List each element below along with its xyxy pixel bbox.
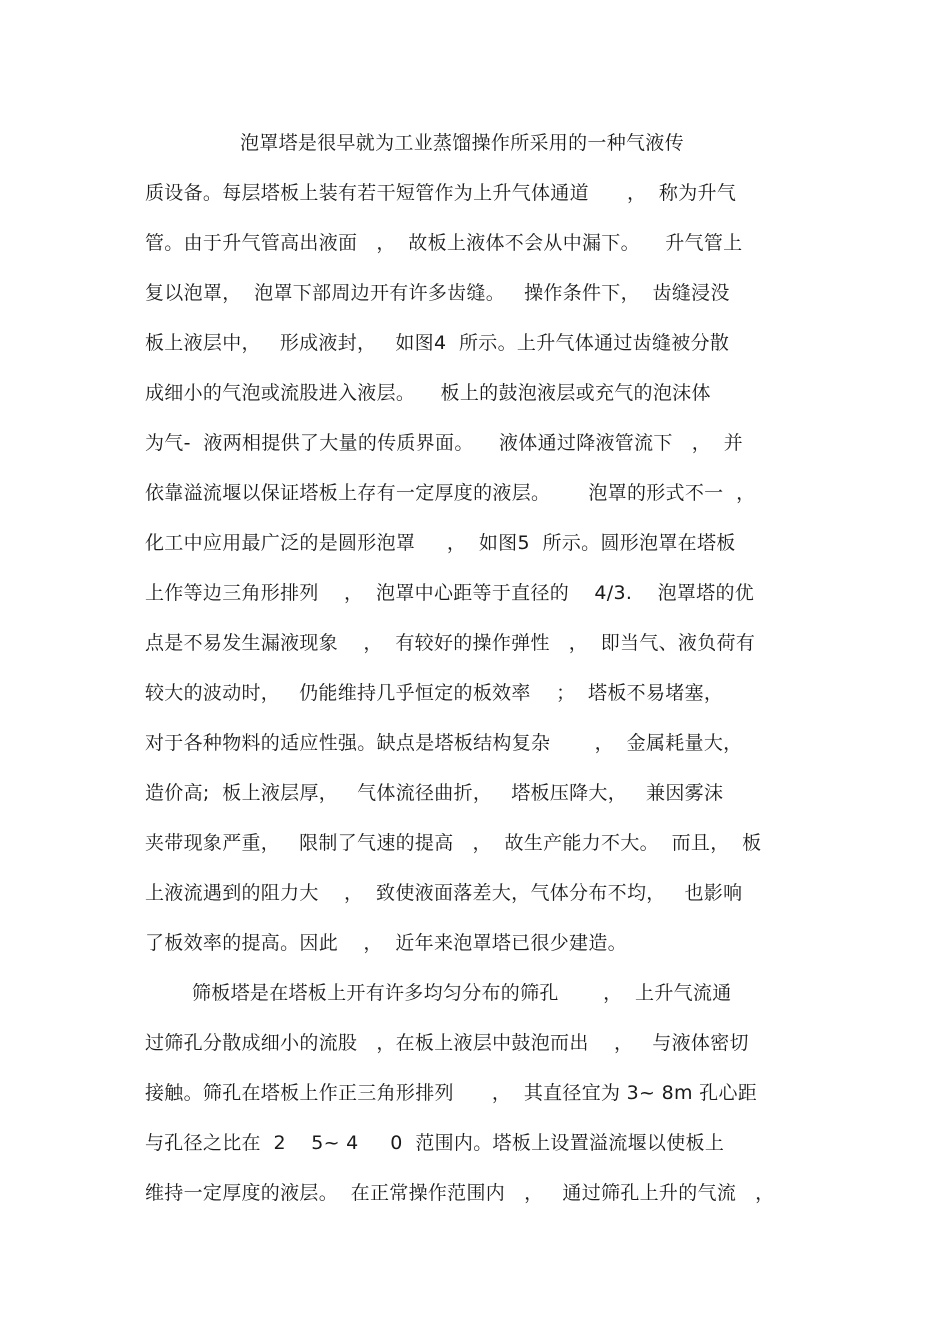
paragraph-1-line-9: 化工中应用最广泛的是圆形泡罩 ， 如图5 所示。圆形泡罩在塔板 (145, 532, 736, 554)
paragraph-1-line-15: 夹带现象严重， 限制了气速的提高 ， 故生产能力不大。 而且， 板 (145, 832, 762, 854)
paragraph-1-line-3: 管。由于升气管高出液面 ， 故板上液体不会从中漏下。 升气管上 (145, 232, 743, 254)
paragraph-2-line-5: 维持一定厚度的液层。 在正常操作范围内 ， 通过筛孔上升的气流 ， (145, 1182, 775, 1204)
paragraph-2-line-2: 过筛孔分散成细小的流股 ，在板上液层中鼓泡而出 ， 与液体密切 (145, 1032, 749, 1054)
paragraph-1-line-11: 点是不易发生漏液现象 ， 有较好的操作弹性 ， 即当气、液负荷有 (145, 632, 756, 654)
paragraph-2-line-1: 筛板塔是在塔板上开有许多均匀分布的筛孔 ， 上升气流通 (192, 982, 732, 1004)
paragraph-1-line-1: 泡罩塔是很早就为工业蒸馏操作所采用的一种气液传 (240, 132, 684, 154)
paragraph-1-line-5: 板上液层中， 形成液封， 如图4 所示。上升气体通过齿缝被分散 (145, 332, 730, 354)
paragraph-1-line-7: 为气- 液两相提供了大量的传质界面。 液体通过降液管流下 ， 并 (145, 432, 743, 454)
paragraph-1-line-2: 质设备。每层塔板上装有若干短管作为上升气体通道 ， 称为升气 (145, 182, 737, 204)
paragraph-2-line-3: 接触。筛孔在塔板上作正三角形排列 ， 其直径宜为 3~ 8m 孔心距 (145, 1082, 758, 1104)
paragraph-1-line-12: 较大的波动时， 仍能维持几乎恒定的板效率 ； 塔板不易堵塞， (145, 682, 724, 704)
paragraph-1-line-13: 对于各种物料的适应性强。缺点是塔板结构复杂 ， 金属耗量大， (145, 732, 743, 754)
paragraph-1-line-6: 成细小的气泡或流股进入液层。 板上的鼓泡液层或充气的泡沫体 (145, 382, 711, 404)
paragraph-1-line-14: 造价高; 板上液层厚， 气体流径曲折， 塔板压降大， 兼因雾沫 (145, 782, 724, 804)
paragraph-1-line-17: 了板效率的提高。因此 ， 近年来泡罩塔已很少建造。 (145, 932, 627, 954)
paragraph-2-line-4: 与孔径之比在 2 5~ 4 0 范围内。塔板上设置溢流堰以使板上 (145, 1132, 725, 1154)
paragraph-1-line-16: 上液流遇到的阻力大 ， 致使液面落差大，气体分布不均， 也影响 (145, 882, 743, 904)
paragraph-1-line-4: 复以泡罩， 泡罩下部周边开有许多齿缝。 操作条件下， 齿缝浸没 (145, 282, 730, 304)
paragraph-1-line-8: 依靠溢流堰以保证塔板上存有一定厚度的液层。 泡罩的形式不一 ， (145, 482, 756, 504)
paragraph-1-line-10: 上作等边三角形排列 ， 泡罩中心距等于直径的 4/3. 泡罩塔的优 (145, 582, 755, 604)
